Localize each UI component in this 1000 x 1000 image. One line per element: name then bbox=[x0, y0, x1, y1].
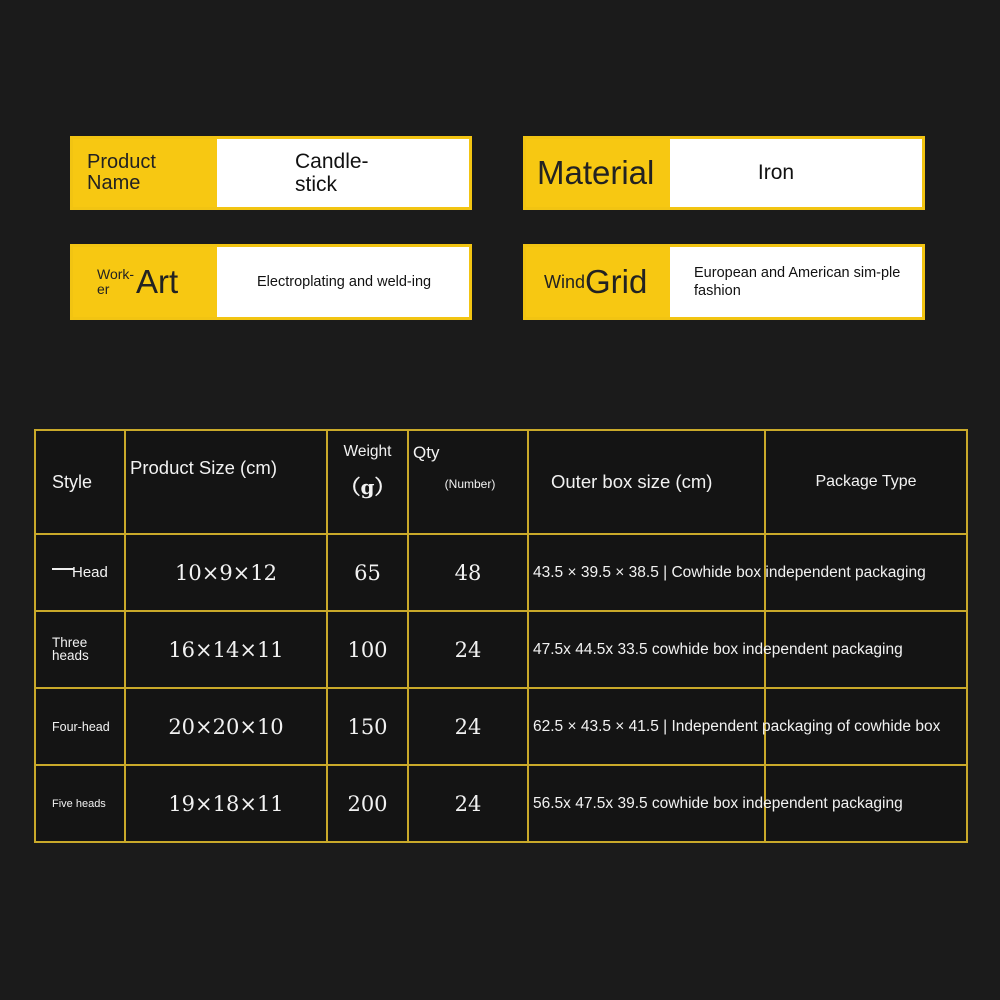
material-card bbox=[523, 136, 925, 210]
row-style-text: Head bbox=[72, 564, 108, 581]
dash-mark bbox=[52, 568, 74, 570]
header-size: Product Size (cm) bbox=[125, 430, 327, 534]
header-qty bbox=[408, 430, 528, 534]
style-label-big: Grid bbox=[585, 262, 648, 300]
table-row bbox=[35, 688, 967, 765]
header-style: Style bbox=[35, 430, 125, 534]
style-label bbox=[526, 247, 670, 317]
row-description: 62.5 × 43.5 × 41.5 | Independent packaging of cowhide box bbox=[528, 688, 765, 765]
row-qty: 24 bbox=[408, 688, 528, 765]
workmanship-card bbox=[70, 244, 472, 320]
header-package-type: Package Type bbox=[765, 430, 967, 534]
header-outer-box: Outer box size (cm) bbox=[528, 430, 765, 534]
row-weight: 100 bbox=[327, 611, 408, 688]
workmanship-label-small: Work-er bbox=[97, 266, 135, 297]
header-qty-label: Qty bbox=[413, 443, 440, 462]
header-weight-label: Weight bbox=[343, 443, 392, 460]
row-size: 10×9×12 bbox=[125, 534, 327, 611]
workmanship-label bbox=[73, 247, 217, 317]
row-description: 56.5x 47.5x 39.5 cowhide box independent packaging bbox=[528, 765, 765, 842]
row-style: Five heads bbox=[35, 765, 125, 842]
header-weight bbox=[327, 430, 408, 534]
row-style: Four-head bbox=[35, 688, 125, 765]
row-qty: 48 bbox=[408, 534, 528, 611]
material-label: Material bbox=[526, 139, 670, 207]
material-value: Iron bbox=[670, 139, 922, 207]
row-weight: 200 bbox=[327, 765, 408, 842]
row-style bbox=[35, 534, 125, 611]
style-value: European and American sim-ple fashion bbox=[670, 247, 922, 317]
row-size: 16×14×11 bbox=[125, 611, 327, 688]
table-row bbox=[35, 534, 967, 611]
spec-table bbox=[34, 429, 968, 843]
row-qty: 24 bbox=[408, 611, 528, 688]
header-weight-unit: （g） bbox=[340, 475, 395, 499]
product-name-card bbox=[70, 136, 472, 210]
row-description: 43.5 × 39.5 × 38.5 | Cowhide box independent packaging bbox=[528, 534, 765, 611]
style-label-small: Wind bbox=[544, 271, 586, 292]
product-name-value: Candle-stick bbox=[217, 139, 469, 207]
row-size: 19×18×11 bbox=[125, 765, 327, 842]
product-name-label: Product Name bbox=[73, 139, 217, 207]
row-qty: 24 bbox=[408, 765, 528, 842]
workmanship-label-big: Art bbox=[136, 262, 179, 300]
row-weight: 65 bbox=[327, 534, 408, 611]
row-description: 47.5x 44.5x 33.5 cowhide box independent packaging bbox=[528, 611, 765, 688]
style-card bbox=[523, 244, 925, 320]
table-row bbox=[35, 765, 967, 842]
header-qty-unit: (Number) bbox=[444, 477, 496, 491]
row-size: 20×20×10 bbox=[125, 688, 327, 765]
table-header-row bbox=[35, 430, 967, 534]
table-row bbox=[35, 611, 967, 688]
workmanship-value: Electroplating and weld-ing bbox=[217, 247, 469, 317]
row-weight: 150 bbox=[327, 688, 408, 765]
row-style: Three heads bbox=[35, 611, 125, 688]
